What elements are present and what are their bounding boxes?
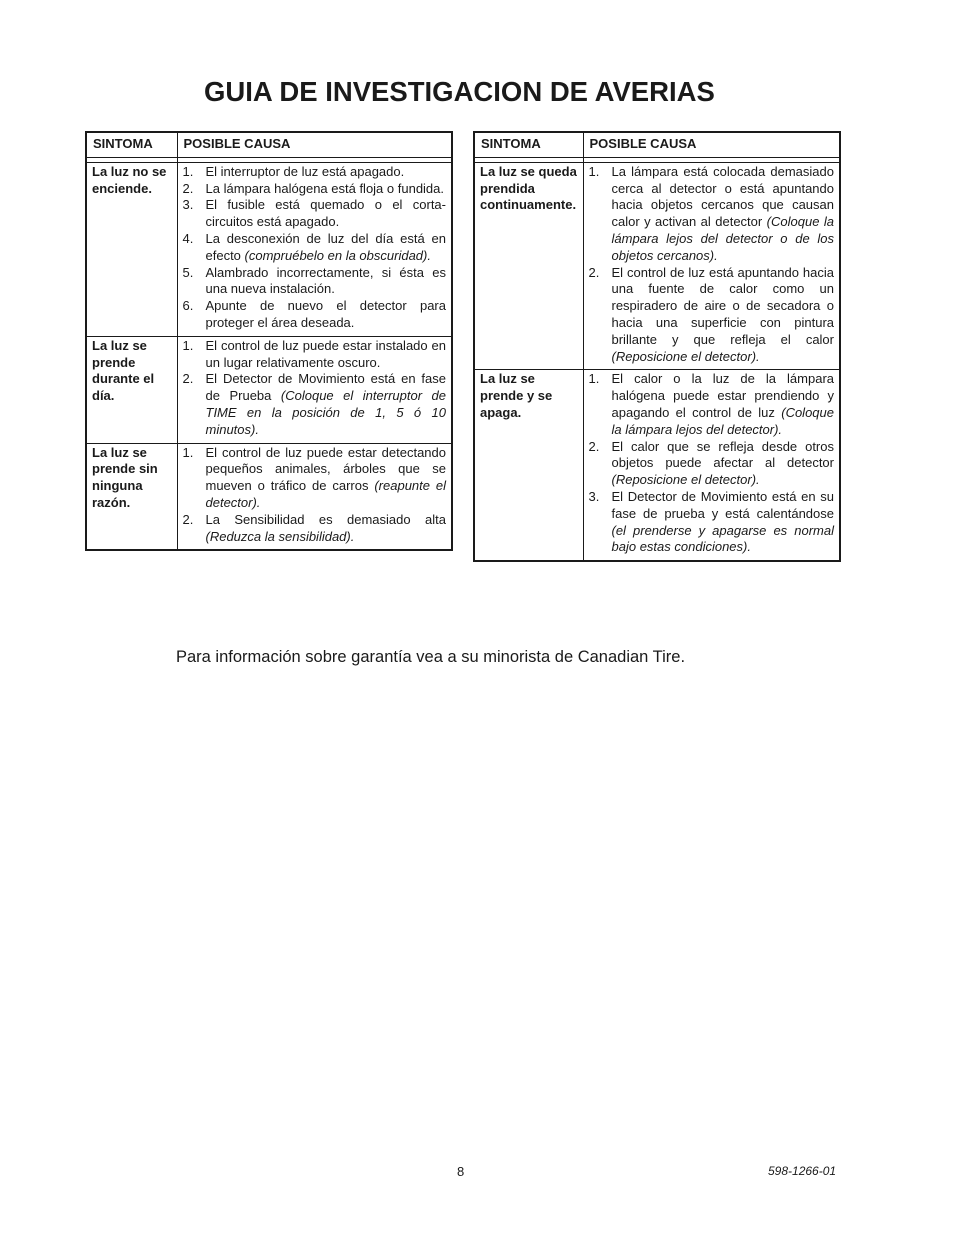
item-number: 6. [182, 298, 194, 314]
symptom-cell: La luz se prende durante el día. [86, 336, 177, 443]
symptom-cell: La luz se queda prendida continuamente. [474, 162, 583, 370]
list-item [589, 371, 835, 438]
item-text [206, 298, 447, 332]
item-number: 1. [588, 163, 600, 179]
cause-text: La lámpara halógena está floja o fundida. [205, 180, 445, 196]
page-title: GUIA DE INVESTIGACION DE AVERIAS [204, 76, 715, 107]
cause-remedy: (Reduzca la sensibilidad). [205, 528, 355, 544]
table-row [474, 162, 840, 370]
list-item [183, 231, 447, 265]
warranty-note: Para información sobre garantía vea a su minorista de Canadian Tire. [176, 647, 686, 666]
cause-remedy: (Coloque la lámpara lejos del detector o de los objetos cercanos). [611, 214, 834, 263]
list-item [183, 164, 447, 181]
header-cause: POSIBLE CAUSA [583, 132, 840, 157]
cause-list [589, 164, 835, 366]
cause-remedy: (compruébelo en la obscuridad). [244, 247, 431, 263]
item-text [206, 164, 447, 181]
item-text [612, 265, 835, 366]
item-text [206, 231, 447, 265]
list-item [183, 338, 447, 372]
item-number: 4. [182, 230, 194, 246]
item-number: 1. [588, 371, 600, 387]
header-cause: POSIBLE CAUSA [177, 132, 452, 157]
cause-cell [583, 370, 840, 561]
item-text [206, 181, 447, 198]
item-number: 2. [588, 264, 600, 280]
item-text [206, 197, 447, 231]
item-number: 2. [588, 438, 600, 454]
cause-list [589, 371, 835, 556]
cause-remedy: (el prenderse y apagarse es normal bajo estas condiciones). [611, 522, 834, 555]
item-text [206, 371, 447, 438]
list-item [183, 298, 447, 332]
item-text [612, 371, 835, 438]
cause-text: El calor o la luz de la lámpara halógena puede estar prendiendo y apagando el control de luz [611, 371, 834, 420]
item-number: 3. [588, 488, 600, 504]
list-item [589, 489, 835, 556]
cause-text: El Detector de Movimiento está en su fase de prueba y está calentándose [611, 488, 834, 521]
cause-text: La desconexión de luz del día está en efecto [205, 230, 446, 263]
cause-cell [583, 162, 840, 370]
list-item [589, 164, 835, 265]
cause-list [183, 338, 447, 439]
cause-remedy: (Reposicione el detector). [611, 348, 760, 364]
table-row [86, 162, 452, 336]
right-troubleshooting-table [473, 131, 841, 562]
cause-remedy: (Coloque la lámpara lejos del detector). [611, 404, 834, 437]
item-text [612, 489, 835, 556]
cause-text: Apunte de nuevo el detector para proteger el área deseada. [205, 298, 446, 330]
cause-list [183, 164, 447, 332]
cause-text: El calor que se refleja desde otros objetos puede afectar al detector [611, 438, 834, 471]
item-number: 2. [182, 180, 194, 196]
left-troubleshooting-table [85, 131, 453, 551]
cause-text: El control de luz está apuntando hacia una fuente de calor como un respiradero de aire o de secadora o hacia una superficie con pintura brillante y que refleja el calor [611, 264, 834, 347]
item-number: 3. [182, 197, 194, 213]
list-item [183, 265, 447, 299]
list-item [183, 445, 447, 512]
list-item [589, 439, 835, 489]
symptom-cell: La luz no se enciende. [86, 162, 177, 336]
item-number: 1. [182, 163, 194, 179]
document-number: 598-1266-01 [768, 1164, 837, 1178]
cause-list [183, 445, 447, 546]
header-symptom: SINTOMA [86, 132, 177, 157]
item-number: 1. [182, 337, 194, 353]
cause-remedy: (reapunte el detector). [205, 478, 446, 510]
item-text [206, 445, 447, 512]
item-text [206, 512, 447, 546]
symptom-cell: La luz se prende sin ninguna razón. [86, 443, 177, 550]
cause-text: El control de luz puede estar detectando pequeños animales, árboles que se mueven o tráfico de carros [205, 444, 446, 494]
list-item [589, 265, 835, 366]
cause-cell [177, 162, 452, 336]
item-text [612, 164, 835, 265]
item-number: 2. [182, 371, 194, 387]
item-text [612, 439, 835, 489]
header-symptom: SINTOMA [474, 132, 583, 157]
list-item [183, 181, 447, 198]
item-text [206, 265, 447, 299]
cause-text: La lámpara está colocada demasiado cerca al detector o está apuntando hacia objetos cercanos que causan calor y activan al detector [611, 163, 834, 230]
item-number: 5. [182, 264, 194, 280]
list-item [183, 371, 447, 438]
table-row [86, 336, 452, 443]
cause-text: El Detector de Movimiento está en fase de Prueba [205, 371, 446, 404]
item-number: 1. [182, 444, 194, 460]
cause-cell [177, 443, 452, 550]
list-item [183, 197, 447, 231]
cause-text: El control de luz puede estar instalado en un lugar relativamente oscuro. [205, 337, 446, 370]
symptom-cell: La luz se prende y se apaga. [474, 370, 583, 561]
item-text [206, 338, 447, 372]
list-item [183, 512, 447, 546]
cause-remedy: (Reposicione el detector). [611, 472, 760, 488]
table-row [474, 370, 840, 561]
cause-text: El fusible está quemado o el corta-circuitos está apagado. [205, 197, 446, 230]
page-number: 8 [457, 1164, 465, 1179]
cause-text: La Sensibilidad es demasiado alta [205, 511, 446, 527]
cause-cell [177, 336, 452, 443]
cause-text: Alambrado incorrectamente, si ésta es una nueva instalación. [205, 264, 446, 297]
table-row [86, 443, 452, 550]
item-number: 2. [182, 511, 194, 527]
cause-text: El interruptor de luz está apagado. [205, 163, 405, 179]
cause-remedy: (Coloque el interruptor de TIME en la posición de 1, 5 ó 10 minutos). [205, 388, 447, 437]
